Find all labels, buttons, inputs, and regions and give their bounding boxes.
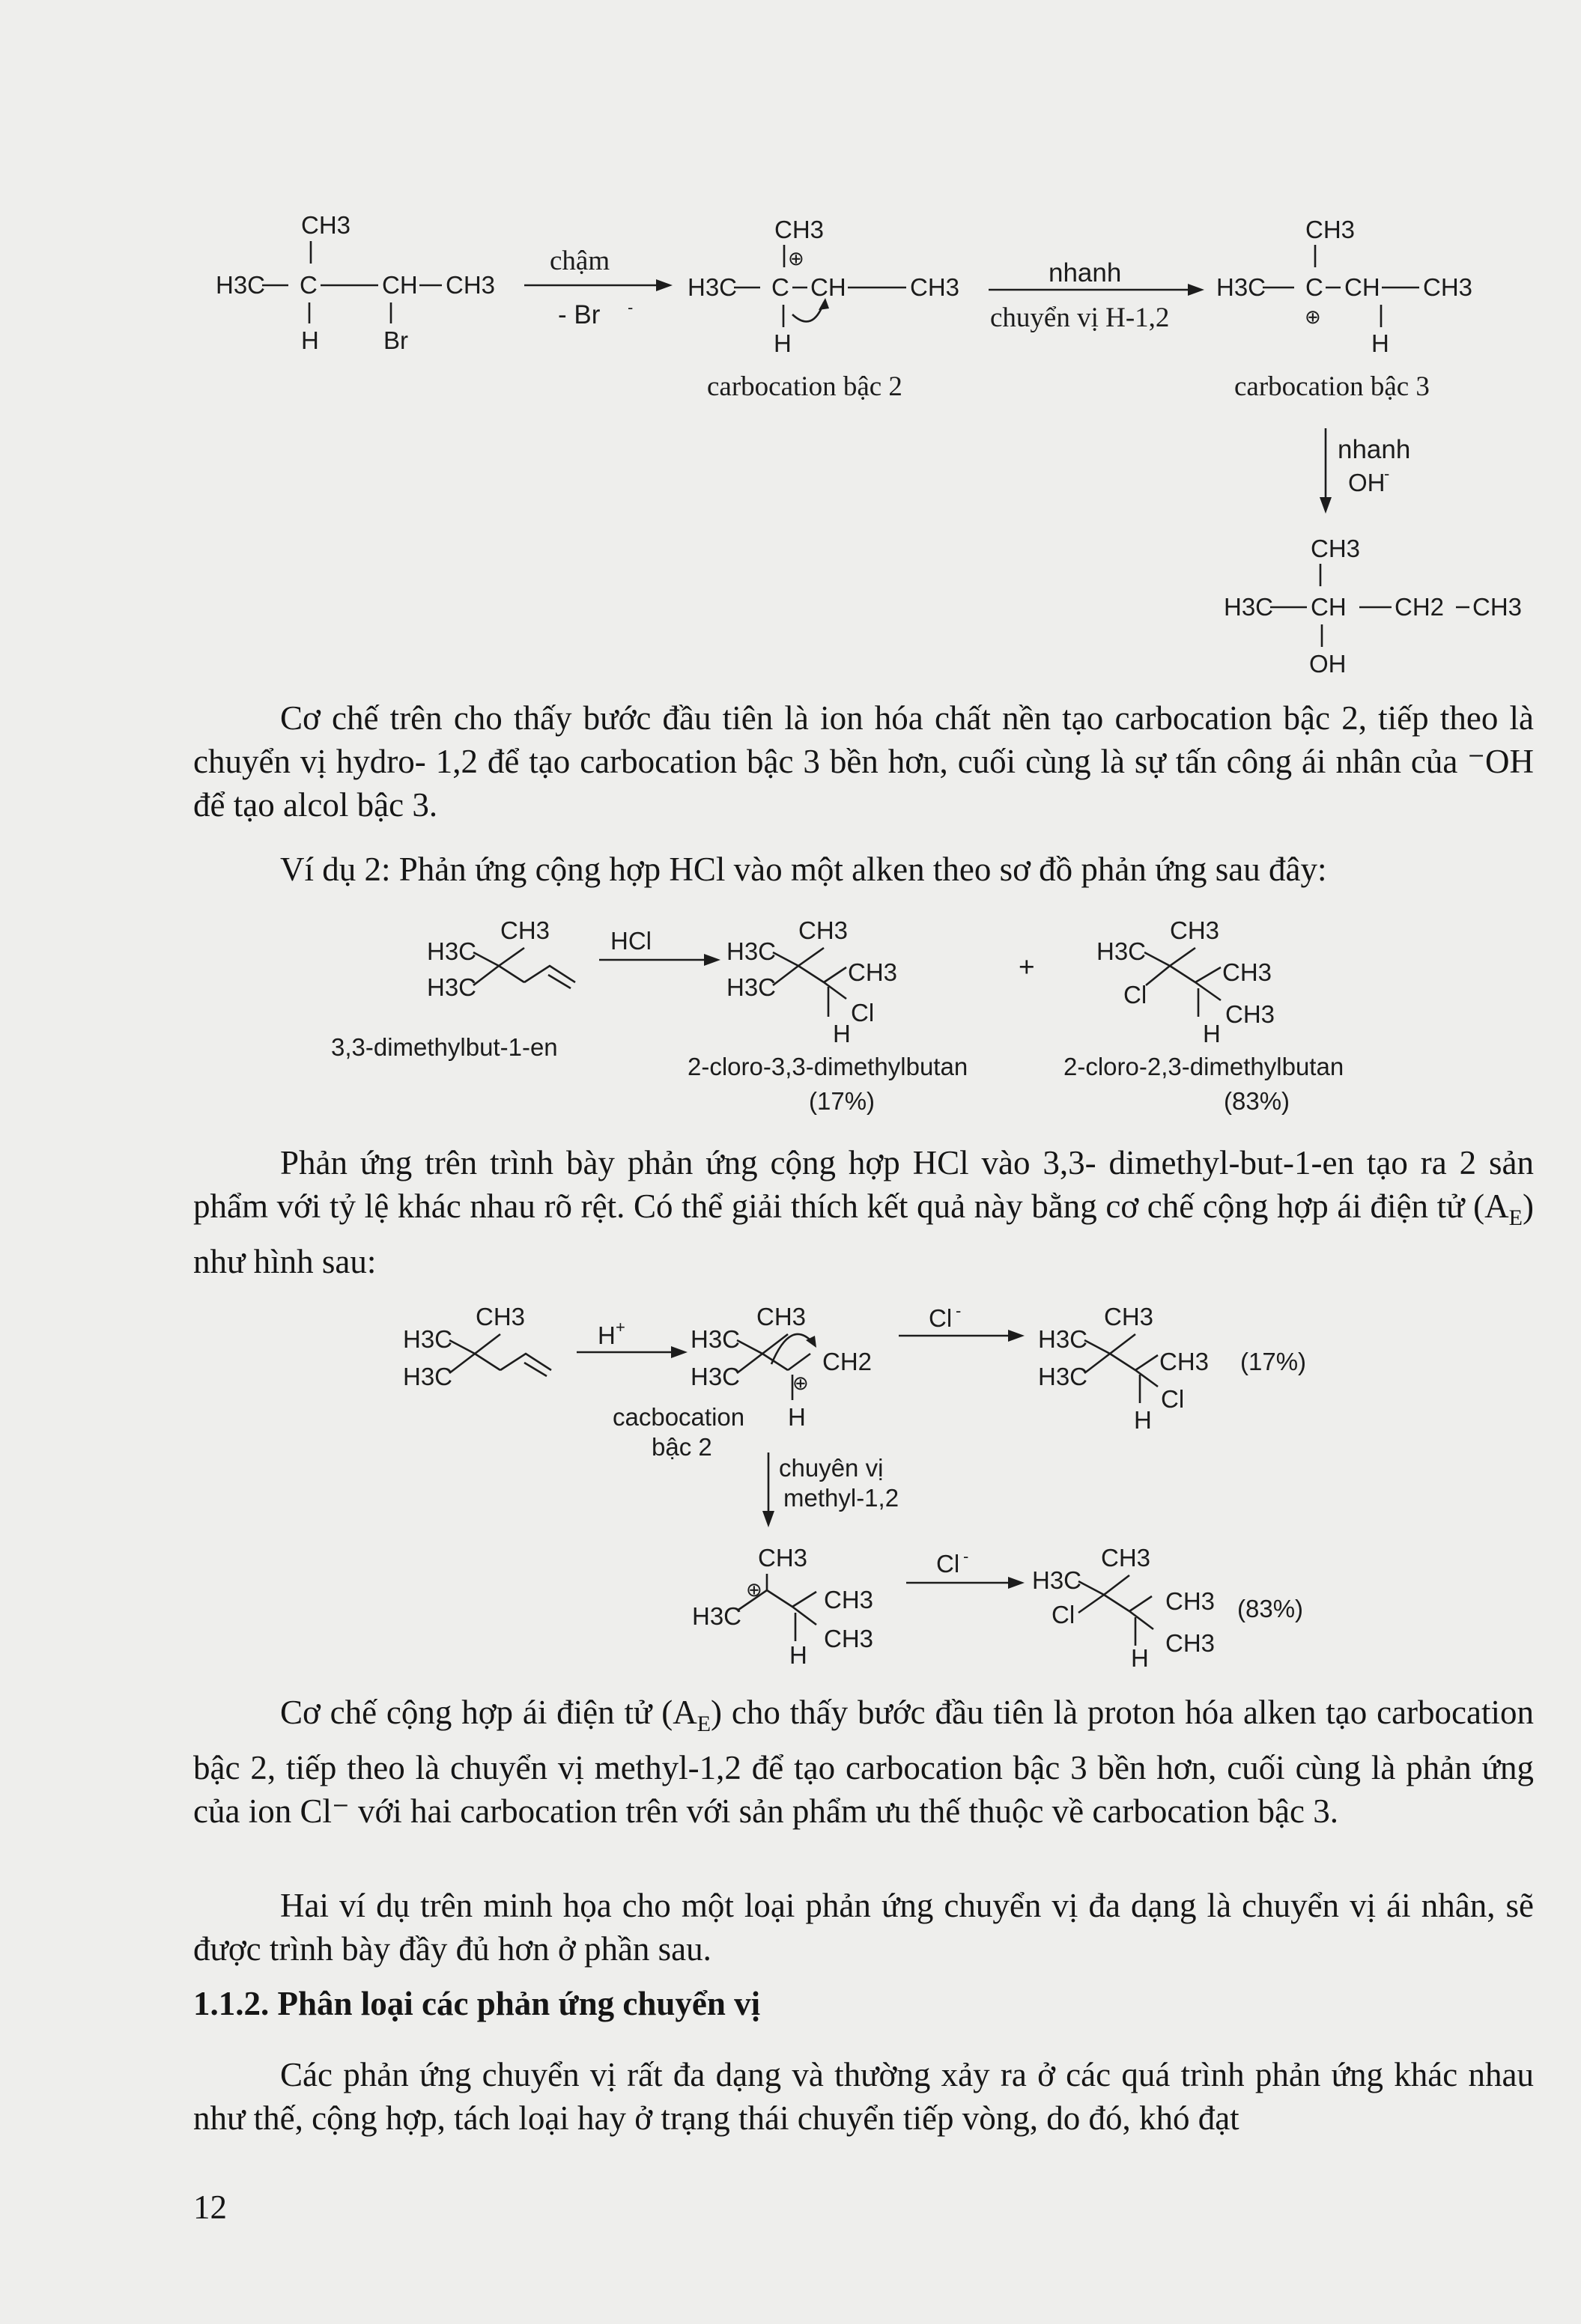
scheme3-secondary-cation xyxy=(613,1303,872,1461)
h3c-label: H3C xyxy=(1032,1566,1082,1594)
ch3-label: CH3 xyxy=(1101,1544,1151,1572)
arrow-label-shift: chuyên vị xyxy=(779,1454,884,1482)
plus-charge-icon: ⊕ xyxy=(792,1372,809,1394)
ch3-label: CH3 xyxy=(476,1303,526,1330)
arrow-label-hydride-shift: chuyển vị H-1,2 xyxy=(990,302,1170,333)
ch3-label: CH3 xyxy=(1159,1348,1210,1375)
h3c-label: H3C xyxy=(691,1363,741,1390)
arrow-label-minus-br: - Br xyxy=(558,300,601,329)
ch3-label: CH3 xyxy=(1225,1000,1275,1028)
plus-charge-icon: ⊕ xyxy=(746,1578,762,1601)
scheme3-product-1 xyxy=(1038,1303,1306,1434)
page-number: 12 xyxy=(193,2188,227,2226)
compound-name-product-1: 2-cloro-3,3-dimethylbutan xyxy=(688,1053,968,1080)
paragraph-text: ) như hình sau: xyxy=(193,1187,1534,1280)
ch2-label: CH2 xyxy=(822,1348,873,1375)
h-label: H xyxy=(1203,1020,1221,1047)
scheme3-start-alkene xyxy=(403,1303,551,1390)
ch-label: CH xyxy=(1311,593,1347,621)
h3c-label: H3C xyxy=(688,273,738,301)
br-label: Br xyxy=(383,326,408,354)
arrow-label-fast: nhanh xyxy=(1049,258,1122,288)
subscript: E xyxy=(697,1712,711,1736)
h-label: H xyxy=(1371,329,1389,357)
h-label: H xyxy=(774,329,792,357)
ch3-label: CH3 xyxy=(500,916,550,944)
ch2-label: CH2 xyxy=(1395,593,1445,621)
ch3-label: CH3 xyxy=(1305,216,1356,243)
scheme1-arrow-slow xyxy=(524,246,673,329)
ch3-label: CH3 xyxy=(1165,1629,1216,1657)
carbon-label: C xyxy=(300,271,318,299)
reagent-proton: H xyxy=(598,1321,616,1349)
paragraph-mechanism-2 xyxy=(193,1691,1534,1833)
h-label: H xyxy=(301,326,319,354)
scheme1-secondary-cation xyxy=(688,216,959,402)
ch3-label: CH3 xyxy=(1423,273,1473,301)
carbon-label: C xyxy=(771,273,789,301)
ch3-label: CH3 xyxy=(758,1544,808,1572)
label-carbocation-order: bậc 2 xyxy=(652,1433,712,1461)
ch3-label: CH3 xyxy=(1472,593,1523,621)
ch3-label: CH3 xyxy=(1222,958,1272,986)
yield-product-2: (83%) xyxy=(1224,1087,1290,1115)
h3c-label: H3C xyxy=(1096,937,1147,965)
plus-charge-icon: ⊕ xyxy=(1305,305,1321,328)
scheme2-arrow-hcl xyxy=(599,927,720,966)
scheme3-arrow-cl-1 xyxy=(899,1301,1025,1342)
ch-label: CH xyxy=(1344,273,1380,301)
scheme1-product-alcohol xyxy=(1224,535,1522,678)
ch3-label: CH3 xyxy=(774,216,825,243)
subscript: E xyxy=(1508,1205,1523,1230)
yield-product-1: (17%) xyxy=(809,1087,876,1115)
paragraph-mechanism-1: Cơ chế trên cho thấy bước đầu tiên là ion hóa chất nền tạo carbocation bậc 2, tiếp theo là chuyển vị hydro- 1,2 để tạo carbocation bậc 3 bền hơn, cuối cùng là sự tấn công ái nhân của ⁻OH để tạo alcol bậc 3. xyxy=(193,699,1534,824)
h3c-label: H3C xyxy=(403,1325,453,1353)
scheme1-arrow-down xyxy=(1320,428,1410,514)
scheme2-start-alkene xyxy=(331,916,575,1061)
h3c-label: H3C xyxy=(427,937,477,965)
cl-label: Cl xyxy=(1161,1385,1185,1413)
label-carbocation-secondary: carbocation bậc 2 xyxy=(707,371,902,402)
oh-label: OH xyxy=(1309,650,1347,678)
h-label: H xyxy=(1131,1644,1149,1672)
reagent-chloride: Cl xyxy=(936,1550,960,1578)
paragraph-classification: Các phản ứng chuyển vị rất đa dạng và thường xảy ra ở các quá trình phản ứng khác nhau như thế, cộng hợp, tách loại hay ở trạng thái chuyển tiếp vòng, do đó, khó đạt xyxy=(193,2056,1534,2137)
h3c-label: H3C xyxy=(1038,1363,1088,1390)
plus-sign: + xyxy=(1019,952,1035,982)
h3c-label: H3C xyxy=(403,1363,453,1390)
charge-superscript: - xyxy=(956,1301,962,1320)
h3c-label: H3C xyxy=(1224,593,1274,621)
h-label: H xyxy=(833,1020,851,1047)
charge-superscript: - xyxy=(963,1547,969,1566)
ch3-label: CH3 xyxy=(824,1586,874,1613)
scheme1-substrate xyxy=(216,211,495,354)
ch3-label: CH3 xyxy=(1165,1587,1216,1615)
paragraph-explanation xyxy=(193,1141,1534,1283)
arrow-label-slow: chậm xyxy=(550,246,610,276)
scheme3-arrow-cl-2 xyxy=(906,1547,1025,1589)
h-label: H xyxy=(788,1403,806,1431)
scheme3-arrow-methyl-shift xyxy=(762,1452,899,1527)
ch-label: CH xyxy=(810,273,846,301)
h-label: H xyxy=(789,1641,807,1669)
h3c-label: H3C xyxy=(691,1325,741,1353)
paragraph-summary: Hai ví dụ trên minh họa cho một loại phản ứng chuyển vị đa dạng là chuyển vị ái nhân, sẽ được trình bày đầy đủ hơn ở phần sau. xyxy=(193,1887,1534,1968)
scheme3-tertiary-cation xyxy=(692,1544,873,1669)
ch3-label: CH3 xyxy=(824,1625,874,1652)
ch3-label: CH3 xyxy=(910,273,960,301)
h3c-label: H3C xyxy=(692,1602,742,1630)
reagent-chloride: Cl xyxy=(929,1304,953,1332)
cl-label: Cl xyxy=(851,999,875,1026)
charge-superscript: - xyxy=(628,298,634,317)
h3c-label: H3C xyxy=(427,973,477,1001)
section-heading: 1.1.2. Phân loại các phản ứng chuyển vị xyxy=(193,1985,761,2022)
h3c-label: H3C xyxy=(216,271,266,299)
scheme3-arrow-proton xyxy=(577,1318,688,1358)
cl-label: Cl xyxy=(1123,981,1147,1009)
compound-name-product-2: 2-cloro-2,3-dimethylbutan xyxy=(1063,1053,1344,1080)
charge-superscript: - xyxy=(1384,464,1390,483)
ch3-label: CH3 xyxy=(446,271,496,299)
reagent-hcl: HCl xyxy=(610,927,652,955)
arrow-label-fast: nhanh xyxy=(1338,435,1411,464)
h3c-label: H3C xyxy=(1038,1325,1088,1353)
h-label: H xyxy=(1134,1406,1152,1434)
ch-label: CH xyxy=(382,271,418,299)
scheme2-product-2 xyxy=(1063,916,1344,1115)
ch3-label: CH3 xyxy=(1311,535,1361,562)
h3c-label: H3C xyxy=(726,973,777,1001)
label-carbocation: cacbocation xyxy=(613,1403,745,1431)
h3c-label: H3C xyxy=(1216,273,1266,301)
ch3-label: CH3 xyxy=(848,958,898,986)
label-carbocation-tertiary: carbocation bậc 3 xyxy=(1234,371,1430,402)
cl-label: Cl xyxy=(1052,1601,1075,1628)
ch3-label: CH3 xyxy=(798,916,849,944)
charge-superscript: + xyxy=(616,1318,625,1336)
scheme1-tertiary-cation xyxy=(1216,216,1472,402)
scheme2-product-1 xyxy=(688,916,968,1115)
plus-charge-icon: ⊕ xyxy=(788,247,804,270)
yield-product-1: (17%) xyxy=(1240,1348,1307,1375)
compound-name-start: 3,3-dimethylbut-1-en xyxy=(331,1033,558,1061)
arrow-label-methyl-shift: methyl-1,2 xyxy=(783,1484,899,1512)
ch3-label: CH3 xyxy=(1170,916,1220,944)
ch3-label: CH3 xyxy=(301,211,351,239)
paragraph-text: ) cho thấy bước đầu tiên là proton hóa alken tạo carbocation bậc 2, tiếp theo là chuyển vị methyl-1,2 để tạo carbocation bậc 3 bền hơn, cuối cùng là phản ứng của ion Cl⁻ với hai carbocation trên với sản phẩm ưu thế thuộc về carbocation bậc 3. xyxy=(193,1694,1534,1830)
paragraph-text: Cơ chế cộng hợp ái điện tử (A xyxy=(280,1694,697,1731)
scheme3-product-2 xyxy=(1032,1544,1303,1672)
scheme1-arrow-fast xyxy=(989,258,1204,333)
ch3-label: CH3 xyxy=(756,1303,807,1330)
paragraph-example-2: Ví dụ 2: Phản ứng cộng hợp HCl vào một alken theo sơ đồ phản ứng sau đây: xyxy=(280,851,1327,888)
arrow-label-hydroxide: OH xyxy=(1348,469,1386,496)
h3c-label: H3C xyxy=(726,937,777,965)
ch3-label: CH3 xyxy=(1104,1303,1154,1330)
carbon-label: C xyxy=(1305,273,1323,301)
yield-product-2: (83%) xyxy=(1237,1595,1304,1622)
paragraph-text: Phản ứng trên trình bày phản ứng cộng hợp HCl vào 3,3- dimethyl-but-1-en tạo ra 2 sản phẩm với tỷ lệ khác nhau rõ rệt. Có thể giải thích kết quả này bằng cơ chế cộng hợp ái điện tử (A xyxy=(193,1144,1534,1225)
